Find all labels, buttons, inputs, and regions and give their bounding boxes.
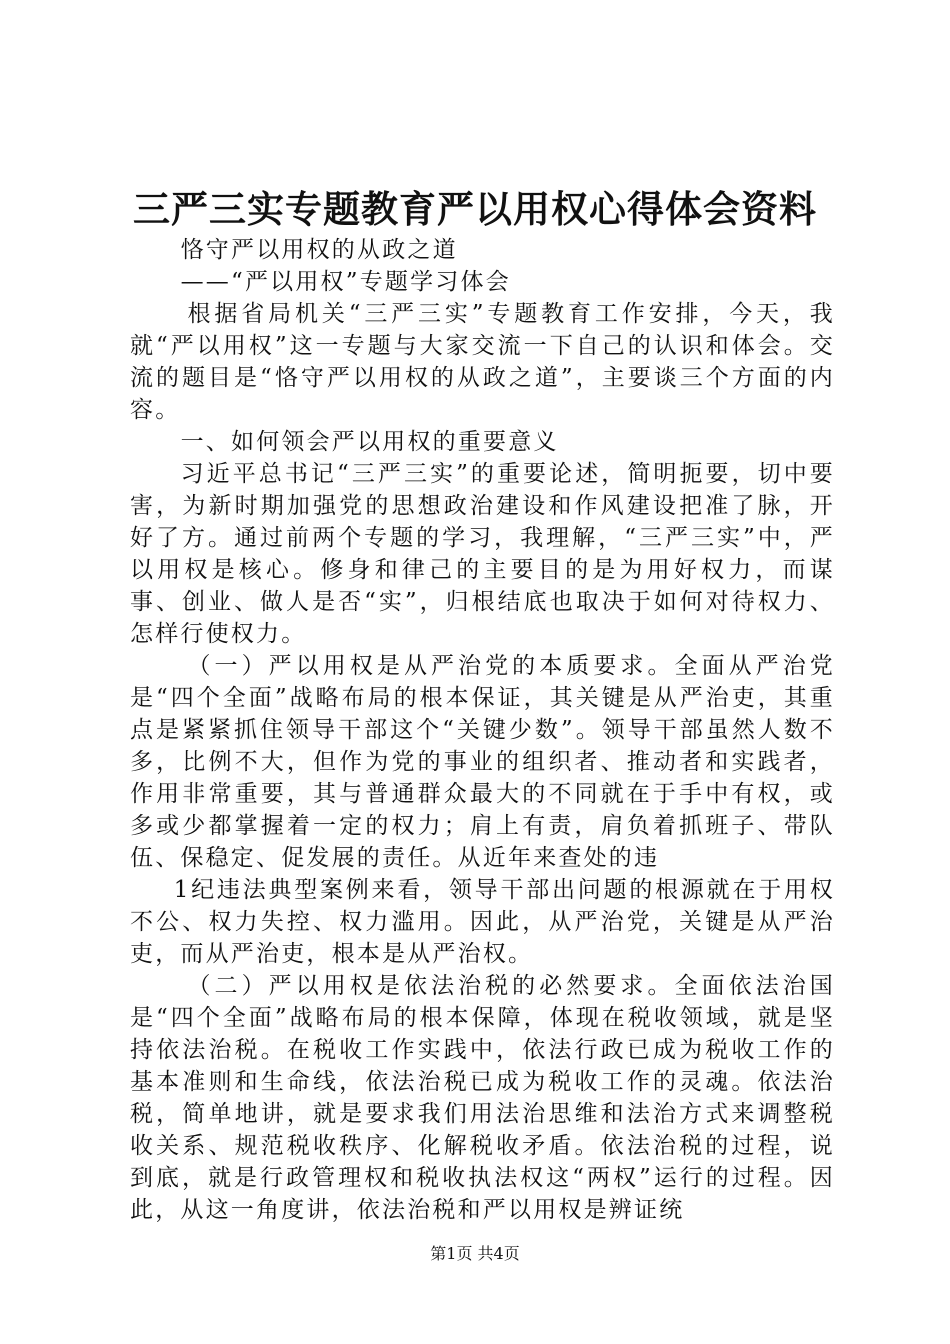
document-body xyxy=(130,234,835,1226)
paragraph-point-1: （一）严以用权是从严治党的本质要求。全面从严治党是“四个全面”战略布局的根本保证，其关键是从严治吏，其重点是紧紧抓住领导干部这个“关键少数”。领导干部虽然人数不多，比例不大，但作为党的事业的组织者、推动者和实践者，作用非常重要，其与普通群众最大的不同就在于手中有权，或多或少都掌握着一定的权力；肩上有责，肩负着抓班子、带队伍、保稳定、促发展的责任。从近年来查处的违 xyxy=(130,653,835,871)
paragraph-subheading: ——“严以用权”专题学习体会 xyxy=(180,269,511,295)
page-number-footer: 第1页 共4页 xyxy=(430,1244,520,1263)
paragraph-intro: 根据省局机关“三严三实”专题教育工作安排，今天，我就“严以用权”这一专题与大家交流一下自己的认识和体会。交流的题目是“恪守严以用权的从政之道”，主要谈三个方面的内容。 xyxy=(130,301,835,423)
paragraph-point-1-cont: 1纪违法典型案例来看，领导干部出问题的根源就在于用权不公、权力失控、权力滥用。因此，从严治党，关键是从严治吏，而从严治吏，根本是从严治权。 xyxy=(130,877,835,967)
paragraph-point-2: （二）严以用权是依法治税的必然要求。全面依法治国是“四个全面”战略布局的根本保障，体现在税收领域，就是坚持依法治税。在税收工作实践中，依法行政已成为税收工作的基本准则和生命线，依法治税已成为税收工作的灵魂。依法治税，简单地讲，就是要求我们用法治思维和法治方式来调整税收关系、规范税收秩序、化解税收矛盾。依法治税的过程，说到底，就是行政管理权和税收执法权这“两权”运行的过程。因此，从这一角度讲，依法治税和严以用权是辨证统 xyxy=(130,973,835,1223)
paragraph-section-1: 习近平总书记“三严三实”的重要论述，简明扼要，切中要害，为新时期加强党的思想政治建设和作风建设把准了脉，开好了方。通过前两个专题的学习，我理解，“三严三实”中，严以用权是核心。修身和律己的主要目的是为用好权力，而谋事、创业、做人是否“实”，归根结底也取决于如何对待权力、怎样行使权力。 xyxy=(130,461,835,647)
paragraph-subtitle: 恪守严以用权的从政之道 xyxy=(180,237,458,263)
section-heading-1: 一、如何领会严以用权的重要意义 xyxy=(180,429,559,455)
document-title: 三严三实专题教育严以用权心得体会资料 xyxy=(133,187,817,231)
